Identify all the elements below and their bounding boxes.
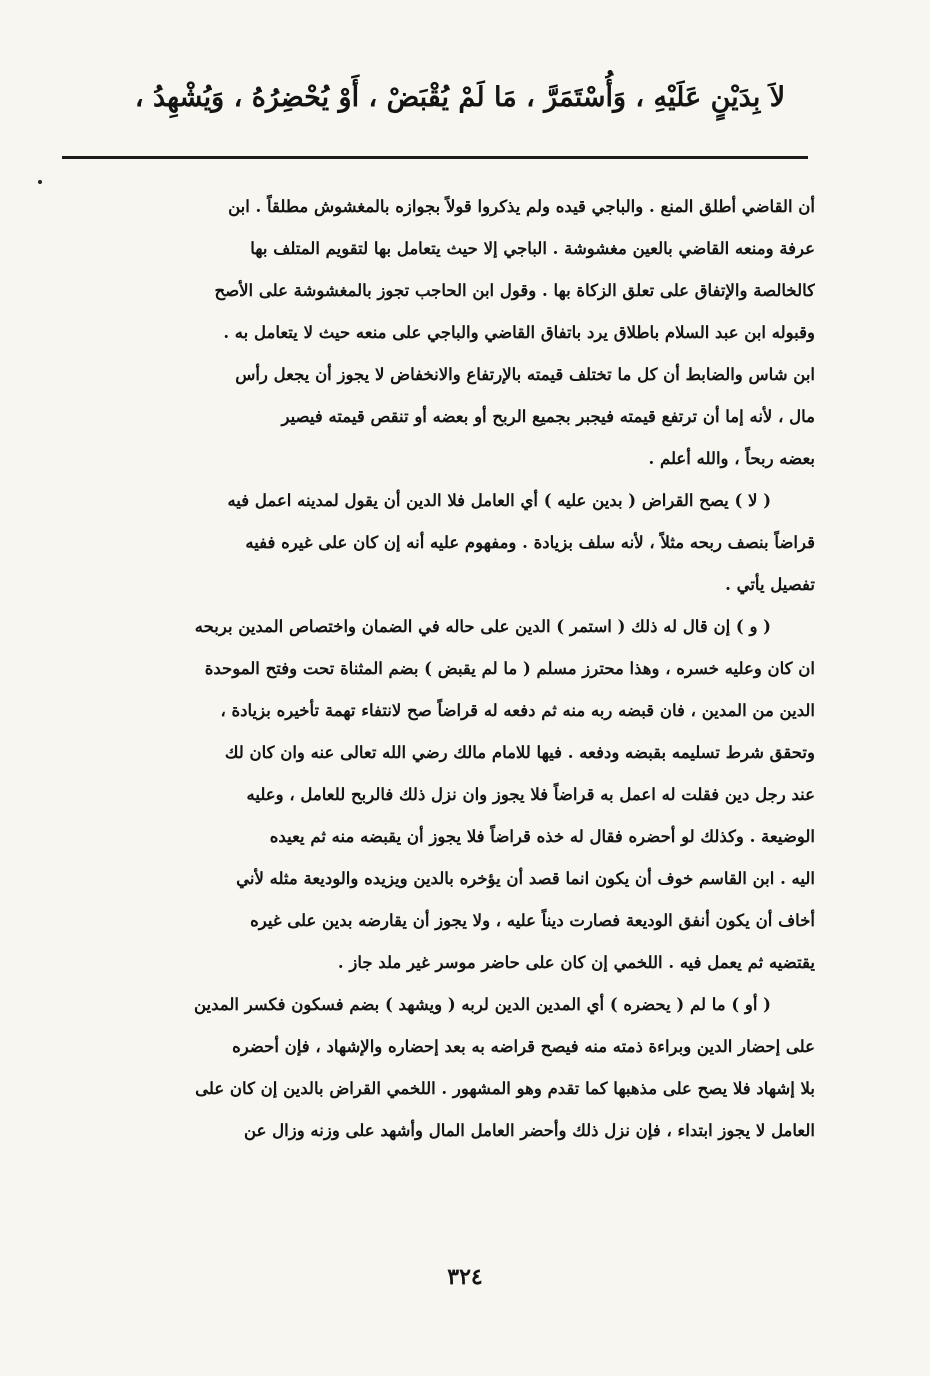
running-head: لاَ بِدَيْنٍ عَلَيْهِ ، وَأُسْتَمَرَّ ، مَا لَمْ يُقْبَضْ ، أَوْ يُحْضِرُهُ ، وَيُشْهِدُ ، [134, 82, 786, 113]
text-line: عرفة ومنعه القاضي بالعين مغشوشة . الباجي إلا حيث يتعامل بها لتقويم المتلف بها [250, 239, 815, 258]
text-line: أن القاضي أطلق المنع . والباجي قيده ولم يذكروا قولاً بجوازه بالمغشوش مطلقاً . ابن [228, 197, 815, 216]
text-line: ابن شاس والضابط أن كل ما تختلف قيمته بالإرتفاع والانخفاض لا يجوز أن يجعل رأس [235, 365, 815, 384]
text-line: عند رجل دين فقلت له اعمل به قراضاً فلا يجوز وان نزل ذلك فالربح للعامل ، وعليه [246, 785, 815, 804]
text-line: كالخالصة والإتفاق على تعلق الزكاة بها . وقول ابن الحاجب تجوز بالمغشوشة على الأصح [214, 281, 815, 300]
page-number: ٣٢٤ [447, 1264, 483, 1290]
text-line: قراضاً بنصف ربحه مثلاً ، لأنه سلف بزيادة . ومفهوم عليه أنه إن كان على غيره ففيه [245, 533, 815, 552]
text-line: بعضه ربحاً ، والله أعلم . [648, 449, 815, 468]
text-line: أخاف أن يكون أنفق الوديعة فصارت ديناً عليه ، ولا يجوز أن يقارضه بدين على غيره [250, 911, 815, 930]
text-line: العامل لا يجوز ابتداء ، فإن نزل ذلك وأحضر العامل المال وأشهد على وزنه وزال عن [244, 1121, 815, 1140]
text-line: وقبوله ابن عبد السلام باطلاق يرد باتفاق القاضي والباجي على منعه حيث لا يتعامل به . [223, 323, 815, 342]
commentary-text [58, 186, 815, 1152]
text-line: ( و ) إن قال له ذلك ( استمر ) الدين على حاله في الضمان واختصاص المدين بربحه [194, 617, 771, 636]
text-line: اليه . ابن القاسم خوف أن يكون انما قصد أن يؤخره بالدين ويزيده والوديعة مثله لأني [236, 869, 815, 888]
text-line: الوضيعة . وكذلك لو أحضره فقال له خذه قراضاً فلا يجوز أن يقبضه منه ثم يعيده [269, 827, 815, 846]
text-line: الدين من المدين ، فان قبضه ربه منه ثم دفعه له قراضاً صح لانتفاء تهمة تأخيره بزيادة ، [220, 701, 815, 720]
text-line: على إحضار الدين وبراءة ذمته منه فيصح قراضه به بعد إحضاره والإشهاد ، فإن أحضره [232, 1037, 815, 1056]
text-line: ( لا ) يصح القراض ( بدين عليه ) أي العامل فلا الدين أن يقول لمدينه اعمل فيه [227, 491, 771, 510]
text-line: ( أو ) ما لم ( يحضره ) أي المدين الدين لربه ( ويشهد ) بضم فسكون فكسر المدين [193, 995, 771, 1014]
text-line: بلا إشهاد فلا يصح على مذهبها كما تقدم وهو المشهور . اللخمي القراض بالدين إن كان على [195, 1079, 815, 1098]
text-line: وتحقق شرط تسليمه بقبضه ودفعه . فيها للامام مالك رضي الله تعالى عنه وان كان لك [224, 743, 815, 762]
text-line: ان كان وعليه خسره ، وهذا محترز مسلم ( ما لم يقبض ) بضم المثناة تحت وفتح الموحدة [204, 659, 815, 678]
text-line: يقتضيه ثم يعمل فيه . اللخمي إن كان على حاضر موسر غير ملد جاز . [337, 953, 815, 972]
ink-speck [38, 180, 42, 184]
header-rule [62, 156, 808, 159]
text-line: مال ، لأنه إما أن ترتفع قيمته فيجبر بجميع الربح أو بعضه أو تنقص قيمته فيصير [281, 407, 815, 426]
text-line: تفصيل يأتي . [725, 575, 815, 594]
